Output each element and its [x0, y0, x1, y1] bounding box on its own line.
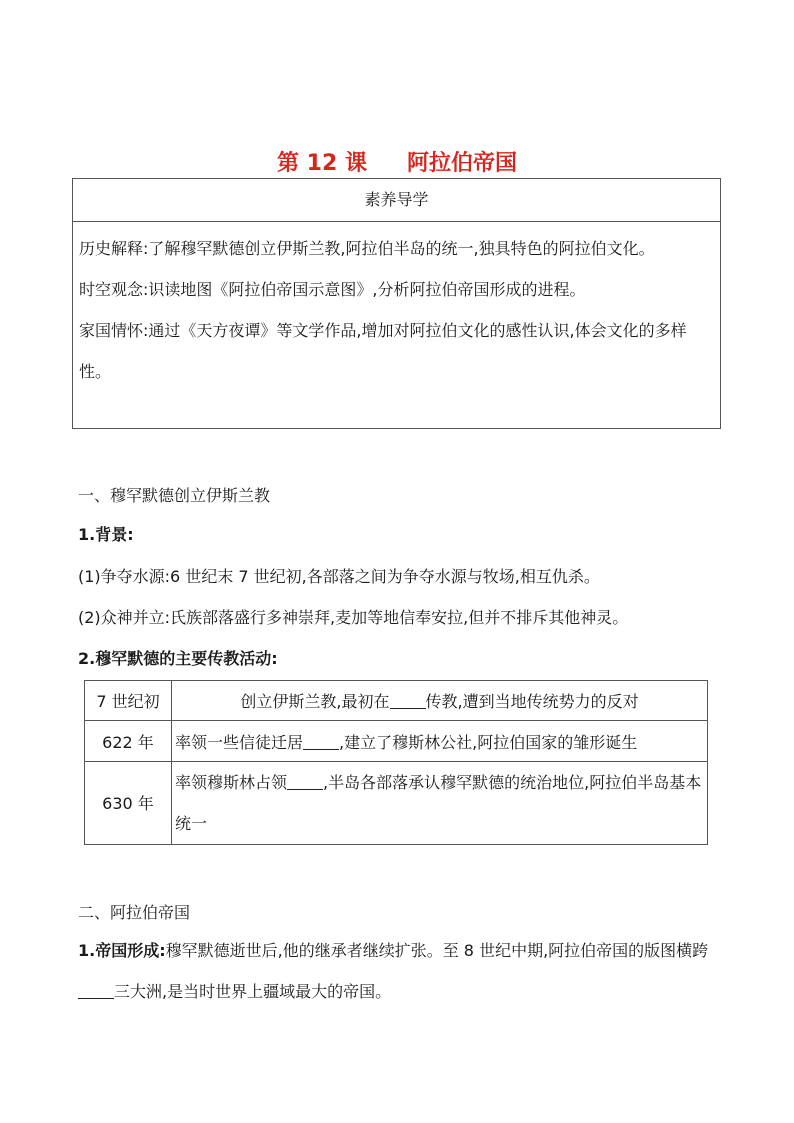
- background-item-water: (1)争夺水源:6 世纪末 7 世纪初,各部落之间为争夺水源与牧场,相互仇杀。: [78, 567, 600, 586]
- fill-blank[interactable]: [78, 982, 114, 999]
- lesson-name: 阿拉伯帝国: [406, 151, 517, 176]
- background-item-gods: (2)众神并立:氏族部落盛行多神崇拜,麦加等地信奉安拉,但并不排斥其他神灵。: [78, 608, 629, 627]
- table-year: 630 年: [85, 762, 172, 845]
- activities-table: [84, 680, 708, 845]
- activities-label: 2.穆罕默德的主要传教活动:: [78, 649, 278, 668]
- table-event: 率领穆斯林占领 ,半岛各部落承认穆罕默德的统治地位,阿拉伯半岛基本统一: [172, 762, 708, 845]
- table-year: 622 年: [85, 721, 172, 762]
- fill-blank[interactable]: [390, 692, 426, 709]
- table-row: [85, 681, 708, 721]
- guide-item-history: 历史解释:了解穆罕默德创立伊斯兰教,阿拉伯半岛的统一,独具特色的阿拉伯文化。: [79, 239, 655, 258]
- background-label: 1.背景:: [78, 525, 134, 544]
- formation-paragraph: 1.帝国形成:穆罕默德逝世后,他的继承者继续扩张。至 8 世纪中期,阿拉伯帝国的版图横跨三大洲,是当时世界上疆域最大的帝国。: [78, 941, 709, 1001]
- table-row: [85, 762, 708, 845]
- guide-body: [73, 222, 720, 392]
- table-year: 7 世纪初: [85, 681, 172, 721]
- literacy-guide-box: [72, 178, 721, 429]
- table-row: [85, 721, 708, 762]
- guide-heading: 素养导学: [73, 179, 720, 222]
- table-event: 创立伊斯兰教,最初在 传教,遭到当地传统势力的反对: [172, 681, 708, 721]
- guide-item-spacetime: 时空观念:识读地图《阿拉伯帝国示意图》,分析阿拉伯帝国形成的进程。: [79, 280, 586, 299]
- fill-blank[interactable]: [303, 733, 339, 750]
- lesson-number: 第 12 课: [277, 151, 367, 176]
- section1-heading: 一、穆罕默德创立伊斯兰教: [78, 486, 271, 505]
- section2-heading: 二、阿拉伯帝国: [78, 903, 191, 922]
- page-title: [0, 146, 794, 177]
- fill-blank[interactable]: [287, 773, 323, 790]
- guide-item-nation: 家国情怀:通过《天方夜谭》等文学作品,增加对阿拉伯文化的感性认识,体会文化的多样性。: [79, 321, 687, 381]
- table-event: 率领一些信徒迁居 ,建立了穆斯林公社,阿拉伯国家的雏形诞生: [172, 721, 708, 762]
